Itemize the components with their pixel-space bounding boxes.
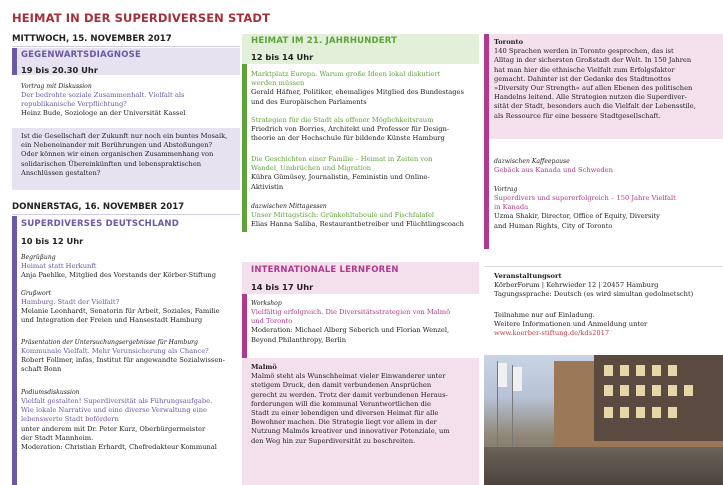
superdivers-time: 10 bis 12 Uhr bbox=[21, 236, 84, 246]
malmo-line: Malmö steht als Wunschheimat vieler Einwanderer unter bbox=[251, 372, 446, 381]
superdivers-bar bbox=[12, 216, 17, 485]
question-line-4: solidarischen Übereinkünften und lebenspraktischen bbox=[21, 159, 202, 168]
gegenwart-bar bbox=[12, 48, 17, 75]
venue-photo bbox=[484, 355, 723, 485]
workshop-moderation-2: Beyond Philanthropy, Berlin bbox=[251, 335, 347, 344]
familie-person-1: Kübra Gümüsey, Journalistin, Feministin und Online- bbox=[251, 173, 430, 182]
superdivers-heading: SUPERDIVERSES DEUTSCHLAND bbox=[21, 219, 179, 229]
toronto-line: 140 Sprachen werden in Toronto gesprochen, das ist bbox=[494, 47, 674, 56]
begruessung-title: Heimat statt Herkunft bbox=[21, 262, 97, 270]
mittag-label: dazwischen Mittagessen bbox=[251, 203, 327, 210]
workshop-label: Workshop bbox=[251, 300, 282, 307]
question-line-2: ein Nebeneinander mit Berührungen und Abstoßungen? bbox=[21, 141, 213, 150]
question-line-3: Oder können wir einen organischen Zusammenhang von bbox=[21, 150, 214, 159]
grusswort-person-1: Melanie Leonhardt, Senatorin für Arbeit, Soziales, Familie bbox=[21, 307, 220, 316]
question-line-1: Ist die Gesellschaft der Zukunft nur noch ein buntes Mosaik, bbox=[21, 132, 228, 140]
praesentation-person-1: Robert Follmer, infas, Institut für angewandte Sozialwissen- bbox=[21, 356, 225, 365]
toronto-line: als Ressource für eine bessere Stadtgesellschaft. bbox=[494, 111, 661, 120]
workshop-moderation-1: Moderation: Michael Alberg Seberich und Florian Wenzel, bbox=[251, 326, 450, 335]
grusswort-label: Grußwort bbox=[21, 290, 52, 297]
podium-title-3: lebenswerte Stadt befördern bbox=[21, 415, 119, 424]
malmo-line: gerecht zu werden. Trotz der damit verbundenen Heraus- bbox=[251, 390, 448, 399]
familie-title-2: Wandel, Umbrüchen und Migration bbox=[251, 164, 372, 173]
heimat-heading: HEIMAT IM 21. JAHRHUNDERT bbox=[251, 36, 398, 46]
vortrag2-person-1: Uzma Shakir, Director, Office of Equity, Diversity bbox=[494, 212, 660, 221]
strategien-person-1: Friedrich von Borries, Architekt und Professor für Design- bbox=[251, 125, 450, 134]
marktplatz-person-2: und des Europäischen Parlaments bbox=[251, 97, 367, 106]
toronto-line: Handelns leitend. Alle Strategien nutzen die Superdiver- bbox=[494, 93, 687, 102]
gegenwart-time: 19 bis 20.30 Uhr bbox=[21, 65, 98, 75]
marktplatz-person-1: Gerald Häfner, Politiker, ehemaliges Mitglied des Bundestages bbox=[251, 88, 464, 97]
toronto-heading: Toronto bbox=[494, 38, 524, 46]
vortrag2-title-2: in Kanada bbox=[494, 203, 529, 212]
podium-label: Podiumsdiskussion bbox=[21, 389, 80, 396]
mittag-title: Unser Mittagstisch: Grünkohltaboulé und Fischfalafel bbox=[251, 211, 435, 219]
toronto-line: hat man hier die ethnische Vielfalt zum Erfolgsfaktor bbox=[494, 65, 675, 74]
kaffee-label: dazwischen Kaffeepause bbox=[494, 158, 570, 165]
lernforen-time: 14 bis 17 Uhr bbox=[251, 282, 314, 292]
malmo-line: forderungen will die kommunal Verantwortlichen die bbox=[251, 399, 431, 408]
podium-moderation: Moderation: Christian Erhardt, Chefredakteur Kommunal bbox=[21, 443, 217, 452]
podium-person-2: der Stadt Mannheim. bbox=[21, 433, 94, 442]
invite-note: Teilnahme nur auf Einladung. bbox=[494, 311, 595, 319]
begruessung-label: Begrüßung bbox=[21, 254, 56, 261]
familie-person-2: Aktivistin bbox=[251, 182, 284, 191]
workshop-title-1: Vielfältig erfolgreich. Die Diversitätsstrategien von Malmö bbox=[251, 308, 451, 316]
registration-note: Weitere Informationen und Anmeldung unter bbox=[494, 320, 648, 329]
podium-person-1: unter anderem mit Dr. Peter Kurz, Oberbürgermeister bbox=[21, 424, 206, 433]
marktplatz-title-1: Marktplatz Europa. Warum große Ideen lokal diskutiert bbox=[251, 70, 441, 78]
registration-link[interactable]: www.koerber-stiftung.de/kds2017 bbox=[494, 329, 610, 338]
venue-heading: Veranstaltungsort bbox=[494, 272, 562, 280]
toronto-line: sität der Stadt, besonders auch die Vielfalt der Lebensstile, bbox=[494, 102, 696, 111]
marktplatz-title-2: werden müssen bbox=[251, 79, 305, 88]
toronto-line: »Diversity Our Strength« auf allen Ebenen des politischen bbox=[494, 84, 693, 93]
praesentation-label: Präsentation der Untersuchungsergebnisse für Hamburg bbox=[21, 339, 198, 346]
workshop-title-2: und Toronto bbox=[251, 317, 293, 326]
podium-title-1: Vielfalt gestalten! Superdiversität als Führungsaufgabe. bbox=[21, 397, 213, 405]
malmo-line: Bewohner machen. Die Strategie liegt vor allem in der bbox=[251, 418, 437, 427]
malmo-line: den Weg hin zur Superdiversität zu beschreiten. bbox=[251, 436, 416, 445]
vortrag2-title-1: Superdivers und supererfolgreich – 150 Jahre Vielfalt bbox=[494, 194, 676, 202]
praesentation-title: Kommunale Vielfalt. Mehr Verunsicherung als Chance? bbox=[21, 347, 209, 355]
question-line-5: Anschlüssen gestalten? bbox=[21, 168, 101, 177]
praesentation-person-2: schaft Bonn bbox=[21, 365, 62, 374]
vortrag-person: Heinz Bude, Soziologe an der Universität Kassel bbox=[21, 109, 186, 118]
familie-title-1: Die Geschichten einer Familie – Heimat in Zeiten von bbox=[251, 155, 433, 163]
vortrag-title-1: Der bedrohte soziale Zusammenhalt. Vielfalt als bbox=[21, 91, 185, 99]
grusswort-title: Hamburg. Stadt der Vielfalt? bbox=[21, 298, 120, 306]
toronto-bar bbox=[484, 34, 489, 249]
day2-heading: DONNERSTAG, 16. NOVEMBER 2017 bbox=[12, 202, 185, 212]
strategien-title: Strategien für die Stadt als offener Möglichkeitsraum bbox=[251, 116, 434, 124]
grusswort-person-2: und Integration der Freien und Hansestadt Hamburg bbox=[21, 316, 203, 325]
venue-address: KörberForum | Kehrwieder 12 | 20457 Hamburg bbox=[494, 281, 659, 290]
venue-language: Tagungssprache: Deutsch (es wird simultan gedolmetscht) bbox=[494, 290, 694, 299]
gegenwart-heading: GEGENWARTSDIAGNOSE bbox=[21, 50, 141, 60]
vortrag-title-2: republikanische Verpflichtung? bbox=[21, 100, 127, 109]
begruessung-person: Anja Paehlke, Mitglied des Vorstands der Körber-Stiftung bbox=[21, 271, 217, 280]
strategien-person-2: theorie an der Hochschule für bildende Künste Hamburg bbox=[251, 134, 445, 143]
malmo-line: Stadt zu einer lebendigen und diversen Heimat für alle bbox=[251, 409, 439, 418]
mittag-person: Elias Hanna Saliba, Restaurantbetreiber und Flüchtlingscoach bbox=[251, 220, 464, 229]
toronto-line: gemacht. Dahinter ist der Gedanke des Stadtmottos bbox=[494, 74, 671, 83]
toronto-line: Alltag in der sichersten Großstadt der Welt. In 150 Jahren bbox=[494, 56, 692, 65]
malmo-line: Nutzung Malmös kreativer und innovativer Potenziale, um bbox=[251, 427, 450, 436]
podium-title-2: Wie lokale Narrative und eine diverse Verwaltung eine bbox=[21, 406, 207, 415]
vortrag2-person-2: and Human Rights, City of Toronto bbox=[494, 221, 613, 230]
page-title: HEIMAT IN DER SUPERDIVERSEN STADT bbox=[12, 11, 271, 25]
heimat-time: 12 bis 14 Uhr bbox=[251, 52, 314, 62]
vortrag-label: Vortrag mit Diskussion bbox=[21, 83, 92, 90]
kaffee-title: Gebäck aus Kanada und Schweden bbox=[494, 166, 613, 174]
lernforen-heading: INTERNATIONALE LERNFOREN bbox=[251, 265, 399, 275]
malmo-line: stetigem Druck, den damit verbundenen Ansprüchen bbox=[251, 381, 432, 390]
malmo-heading: Malmö bbox=[251, 363, 277, 371]
vortrag2-label: Vortrag bbox=[494, 186, 518, 193]
day1-heading: MITTWOCH, 15. NOVEMBER 2017 bbox=[12, 34, 172, 44]
